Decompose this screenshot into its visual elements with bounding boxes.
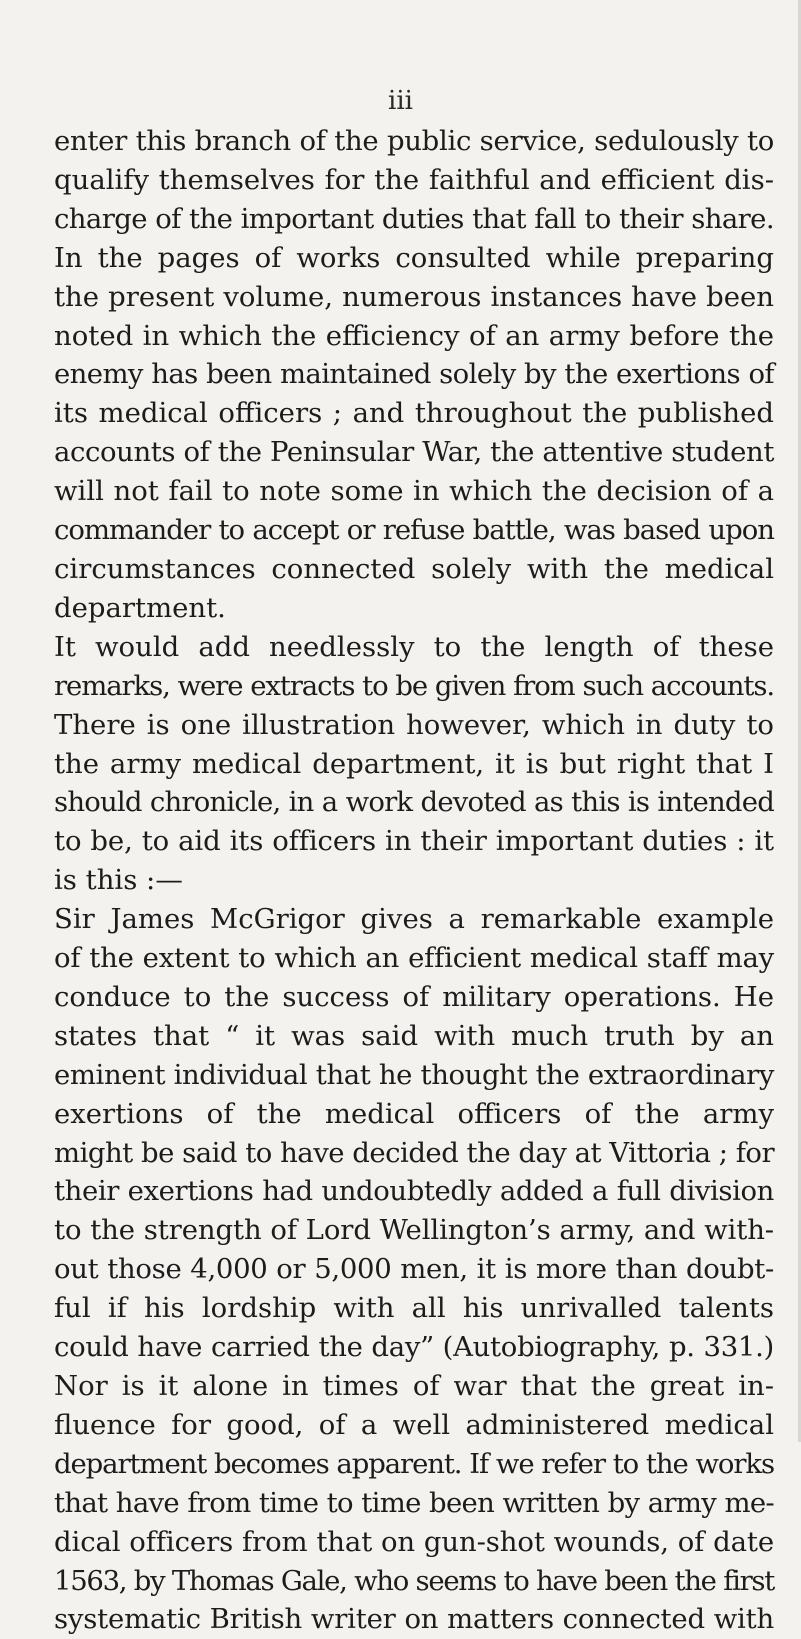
text-line: department becomes apparent. If we refer to the works xyxy=(54,1447,774,1480)
text-line: enemy has been maintained solely by the exertions of xyxy=(54,358,774,391)
text-line: eminent individual that he thought the extraordinary xyxy=(54,1058,774,1091)
text-line: In the pages of works consulted while preparing xyxy=(54,241,774,274)
text-line: dical officers from that on gun-shot wounds, of date xyxy=(54,1525,774,1558)
text-line: noted in which the efficiency of an army before the xyxy=(54,319,774,352)
text-line: fluence for good, of a well administered medical xyxy=(54,1408,774,1441)
text-line: the present volume, numerous instances have been xyxy=(54,280,774,313)
body-text xyxy=(54,122,774,1639)
text-line: 1563, by Thomas Gale, who seems to have been the first xyxy=(54,1564,774,1597)
text-line: its medical officers ; and throughout the published xyxy=(54,397,774,430)
text-line: states that “ it was said with much truth by an xyxy=(54,1019,774,1052)
text-line: commander to accept or refuse battle, was based upon xyxy=(54,514,774,547)
text-line: There is one illustration however, which in duty to xyxy=(54,708,774,741)
text-line: It would add needlessly to the length of these xyxy=(54,630,774,663)
text-line: charge of the important duties that fall to their share. xyxy=(54,202,774,235)
text-line: might be said to have decided the day at Vittoria ; for xyxy=(54,1136,775,1169)
text-line: will not fail to note some in which the decision of a xyxy=(54,475,774,508)
text-line: out those 4,000 or 5,000 men, it is more than doubt- xyxy=(54,1253,774,1286)
text-line: systematic British writer on matters connected with xyxy=(54,1603,774,1636)
text-line: to be, to aid its officers in their important duties : it xyxy=(54,825,774,858)
text-line: remarks, were extracts to be given from such accounts. xyxy=(54,669,774,702)
text-line: their exertions had undoubtedly added a full division xyxy=(54,1175,774,1208)
text-line: the army medical department, it is but right that I xyxy=(54,747,774,780)
text-line: to the strength of Lord Wellington’s army, and with- xyxy=(54,1214,774,1247)
text-line: Nor is it alone in times of war that the great in- xyxy=(54,1370,774,1402)
text-line: should chronicle, in a work devoted as this is intended xyxy=(54,786,774,819)
text-line: Sir James McGrigor gives a remarkable example xyxy=(54,903,774,936)
text-line: exertions of the medical officers of the army xyxy=(54,1097,774,1130)
text-line: is this :— xyxy=(54,864,183,897)
text-line: enter this branch of the public service, sedulously to xyxy=(54,125,774,157)
text-line: ful if his lordship with all his unrivalled talents xyxy=(54,1292,774,1325)
text-line: conduce to the success of military operations. He xyxy=(54,980,774,1013)
text-line: department. xyxy=(54,591,226,624)
text-line: that have from time to time been written by army me- xyxy=(54,1486,774,1519)
text-line: accounts of the Peninsular War, the attentive student xyxy=(54,436,774,469)
page-number: iii xyxy=(388,86,413,116)
text-line: circumstances connected solely with the medical xyxy=(54,552,774,585)
text-line: of the extent to which an efficient medical staff may xyxy=(54,942,774,975)
text-line: could have carried the day” (Autobiography, p. 331.) xyxy=(54,1331,774,1364)
text-line: qualify themselves for the faithful and efficient dis- xyxy=(54,163,774,196)
